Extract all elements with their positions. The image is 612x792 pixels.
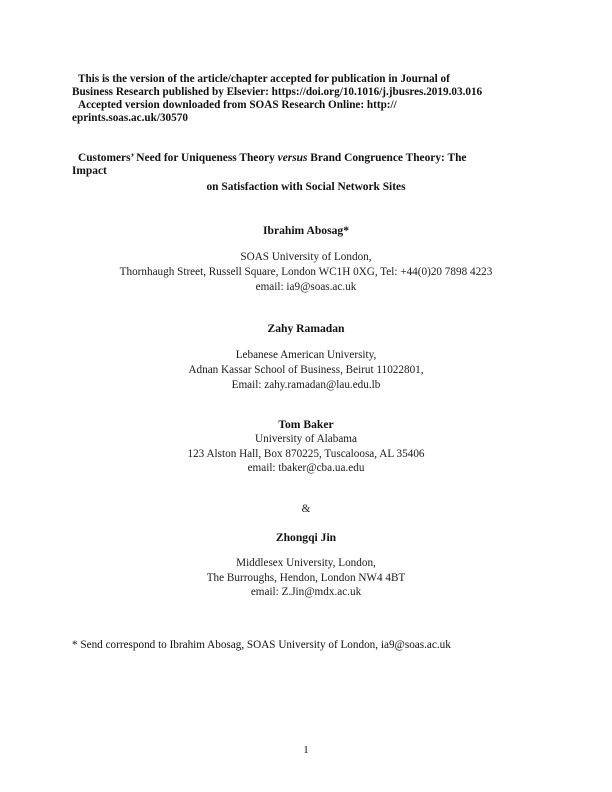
page-number: 1	[303, 744, 309, 756]
author-3-affiliation-line-1: University of Alabama	[255, 433, 357, 445]
author-1-affiliation-line-2: Thornhaugh Street, Russell Square, London WC1H 0XG, Tel: +44(0)20 7898 4223	[119, 266, 493, 278]
notice-line-2: Business Research published by Elsevier: https://doi.org/10.1016/j.jbusres.2019.03.016	[72, 86, 483, 98]
author-3-email: email: tbaker@cba.ua.edu	[247, 462, 365, 474]
notice-line-4: eprints.soas.ac.uk/30570	[72, 112, 188, 124]
title-line-1	[78, 152, 466, 165]
author-2-email: Email: zahy.ramadan@lau.edu.lb	[231, 379, 381, 391]
author-1-affiliation-line-1: SOAS University of London,	[240, 251, 372, 263]
title-part-2: Brand Congruence Theory: The	[307, 152, 467, 164]
author-name-1: Ibrahim Abosag*	[262, 224, 349, 237]
notice-line-1: This is the version of the article/chapter accepted for publication in Journal of	[78, 73, 450, 85]
title-line-3: on Satisfaction with Social Network Sites	[206, 181, 406, 193]
author-name-3: Tom Baker	[278, 418, 334, 431]
notice-line-3: Accepted version downloaded from SOAS Research Online: http://	[78, 99, 397, 111]
author-2-affiliation-line-1: Lebanese American University,	[235, 349, 377, 361]
author-4-email: email: Z.Jin@mdx.ac.uk	[250, 586, 362, 598]
title-part-1: Customers’ Need for Uniqueness Theory	[78, 152, 278, 164]
title-versus: versus	[277, 152, 308, 164]
author-1-email: email: ia9@soas.ac.uk	[255, 281, 357, 293]
author-3-affiliation-line-2: 123 Alston Hall, Box 870225, Tuscaloosa, AL 35406	[187, 448, 425, 460]
title-line-2: Impact	[72, 165, 107, 177]
author-2-affiliation-line-2: Adnan Kassar School of Business, Beirut 11022801,	[188, 364, 424, 376]
corresponding-author-footnote: * Send correspond to Ibrahim Abosag, SOAS University of London, ia9@soas.ac.uk	[72, 639, 451, 651]
author-4-affiliation-line-1: Middlesex University, London,	[236, 557, 376, 569]
author-4-affiliation-line-2: The Burroughs, Hendon, London NW4 4BT	[206, 572, 406, 584]
ampersand: &	[301, 503, 311, 515]
author-name-2: Zahy Ramadan	[267, 322, 345, 335]
author-name-4: Zhongqi Jin	[275, 531, 337, 544]
